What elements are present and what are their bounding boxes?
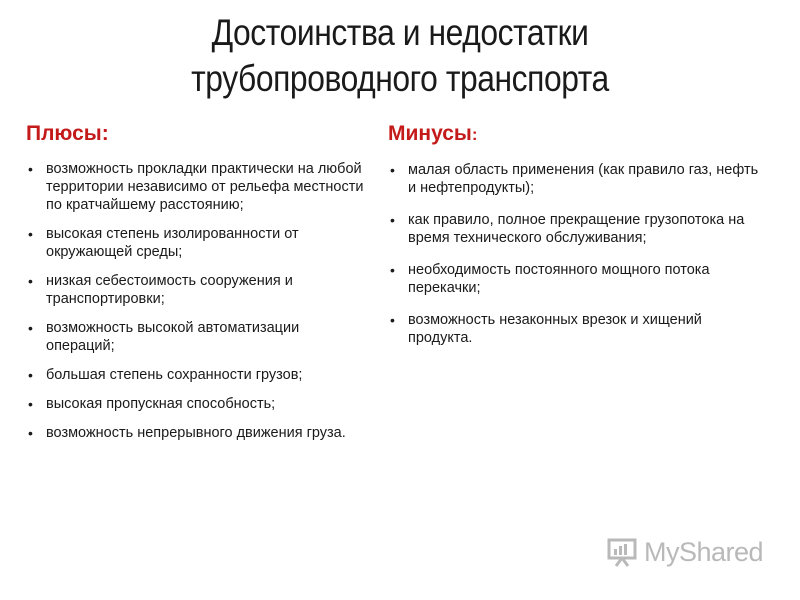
list-item <box>388 211 768 247</box>
list-item-text: возможность непрерывного движения груза. <box>46 425 346 441</box>
list-item-text: возможность незаконных врезок и хищений продукта. <box>408 312 702 346</box>
presentation-board-icon <box>606 536 638 568</box>
logo-text: MyShared <box>644 536 764 567</box>
pros-heading: Плюсы: <box>26 122 109 145</box>
list-item-text: возможность прокладки практически на любой территории независимо от рельефа местности по кратчайшему расстоянию; <box>46 161 364 213</box>
cons-list <box>388 161 768 347</box>
pros-list <box>26 160 366 442</box>
bullet-icon: • <box>390 262 395 278</box>
list-item-text: как правило, полное прекращение грузопотока на время технического обслуживания; <box>408 212 745 246</box>
myshared-logo[interactable] <box>606 535 763 569</box>
cons-column <box>388 120 768 361</box>
bullet-icon: • <box>28 320 33 336</box>
list-item <box>26 272 366 308</box>
list-item <box>388 261 768 297</box>
cons-heading-word: Минусы <box>388 122 472 145</box>
list-item <box>26 424 366 442</box>
cons-heading-colon: : <box>471 125 478 144</box>
list-item-text: малая область применения (как правило газ, нефть и нефтепродукты); <box>408 162 759 196</box>
list-item <box>26 395 366 413</box>
bullet-icon: • <box>28 273 33 289</box>
bullet-icon: • <box>28 367 33 383</box>
bullet-icon: • <box>390 212 395 228</box>
bullet-icon: • <box>28 425 33 441</box>
list-item <box>26 160 366 214</box>
bullet-icon: • <box>28 226 33 242</box>
list-item <box>26 319 366 355</box>
list-item-text: возможность высокой автоматизации операций; <box>46 320 300 354</box>
list-item <box>26 225 366 261</box>
bullet-icon: • <box>28 161 33 177</box>
list-item <box>388 311 768 347</box>
slide-title-line-2: трубопроводного транспорта <box>191 58 609 99</box>
list-item <box>26 366 366 384</box>
slide-title <box>56 10 744 102</box>
list-item <box>388 161 768 197</box>
bullet-icon: • <box>28 396 33 412</box>
slide-title-line-1: Достоинства и недостатки <box>211 12 589 53</box>
bullet-icon: • <box>390 162 395 178</box>
pros-column <box>26 120 366 453</box>
list-item-text: большая степень сохранности грузов; <box>46 367 303 383</box>
list-item-text: низкая себестоимость сооружения и транспортировки; <box>46 273 293 307</box>
bullet-icon: • <box>390 312 395 328</box>
list-item-text: необходимость постоянного мощного потока перекачки; <box>408 262 710 296</box>
list-item-text: высокая пропускная способность; <box>46 396 276 412</box>
list-item-text: высокая степень изолированности от окружающей среды; <box>46 226 299 260</box>
cons-heading <box>388 120 768 149</box>
